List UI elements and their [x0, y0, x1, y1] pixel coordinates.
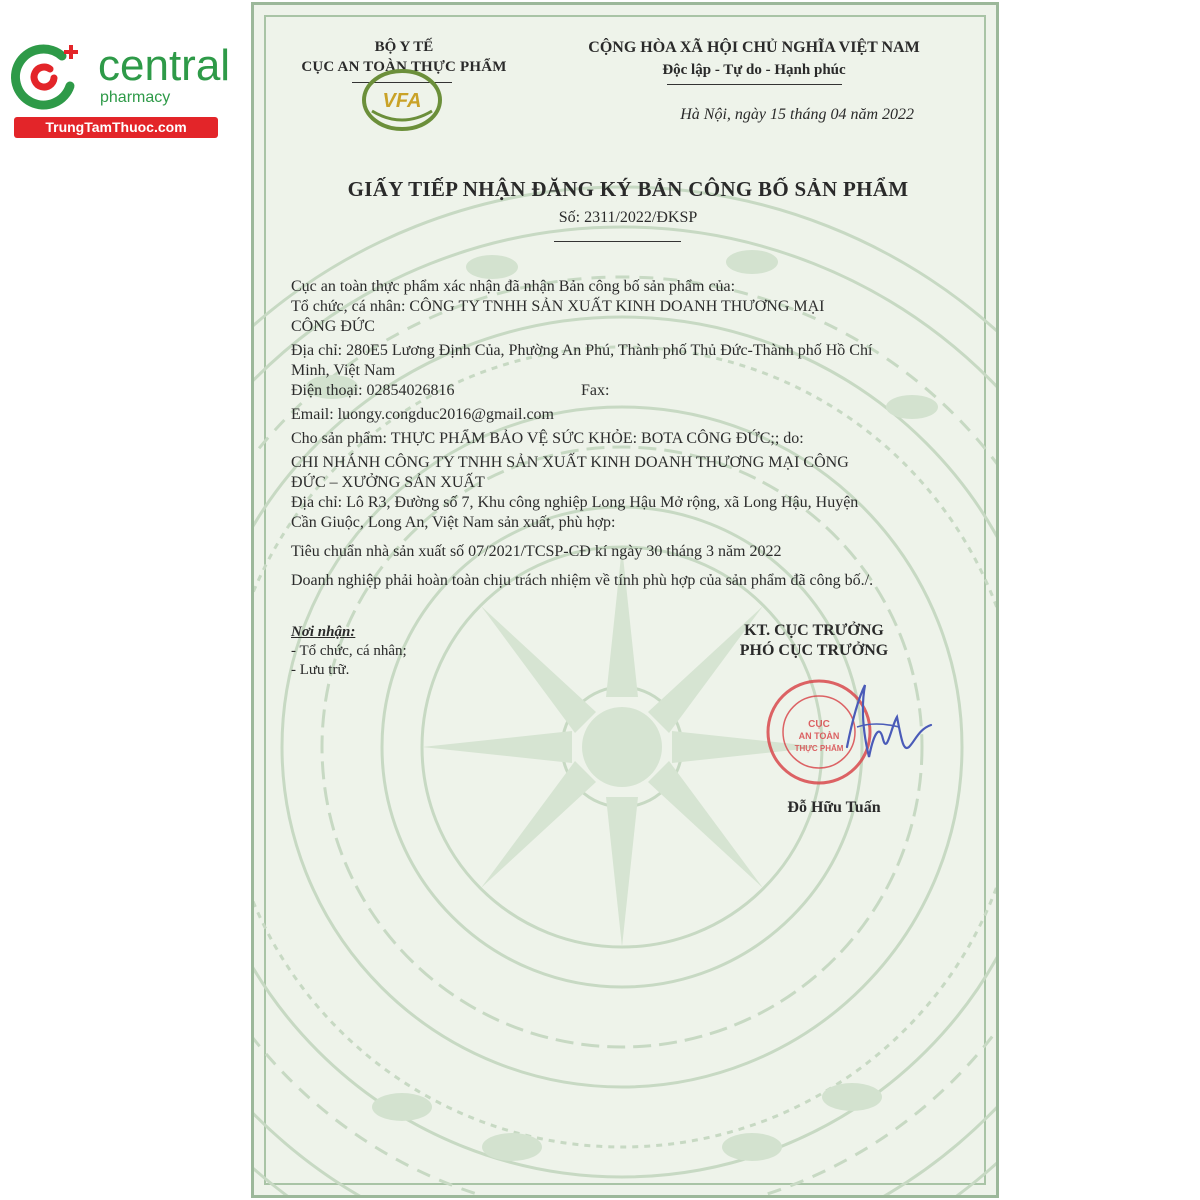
issue-date: Hà Nội, ngày 15 tháng 04 năm 2022 — [680, 106, 914, 123]
recipients-heading: Nơi nhận: — [291, 624, 356, 640]
fax-line: Fax: — [581, 382, 610, 399]
pharmacy-logo — [10, 30, 231, 140]
country-name: CỘNG HÒA XÃ HỘI CHỦ NGHĨA VIỆT NAM — [588, 39, 920, 56]
pharmacy-cross-icon — [10, 42, 82, 114]
national-motto: Độc lập - Tự do - Hạnh phúc — [662, 62, 846, 78]
recipient-item: - Lưu trữ. — [291, 662, 350, 678]
national-header — [544, 37, 964, 81]
vfa-seal-text: VFA — [382, 90, 422, 112]
organization-line-1: Tổ chức, cá nhân: CÔNG TY TNHH SẢN XUẤT KINH DOANH THƯƠNG MẠI — [291, 298, 825, 315]
recipient-item: - Tổ chức, cá nhân; — [291, 643, 407, 659]
certificate — [251, 2, 999, 1198]
manufacturer-line-1: CHI NHÁNH CÔNG TY TNHH SẢN XUẤT KINH DOANH THƯƠNG MẠI CÔNG — [291, 454, 849, 471]
svg-text:CỤC: CỤC — [808, 719, 830, 730]
manufacturer-line-2: ĐỨC – XƯỞNG SẢN XUẤT — [291, 474, 485, 491]
logo-wordmark: central — [98, 41, 231, 90]
document-content — [254, 5, 999, 1198]
logo-subtitle: pharmacy — [100, 89, 171, 106]
ministry-name: BỘ Y TẾ — [374, 39, 434, 55]
intro-line: Cục an toàn thực phẩm xác nhận đã nhận Bản công bố sản phẩm của: — [291, 278, 736, 295]
address-line-1: Địa chỉ: 280E5 Lương Định Của, Phường An Phú, Thành phố Thủ Đức-Thành phố Hồ Chí — [291, 342, 873, 359]
signer-title-1: KT. CỤC TRƯỞNG — [744, 622, 884, 639]
handwritten-signature-icon — [839, 677, 939, 772]
product-line: Cho sản phẩm: THỰC PHẨM BẢO VỆ SỨC KHỎE: BOTA CÔNG ĐỨC;; do: — [291, 430, 804, 447]
email-line: Email: luongy.congduc2016@gmail.com — [291, 406, 554, 423]
signer-title-block — [694, 621, 934, 661]
department-name: CỤC AN TOÀN THỰC PHẨM — [301, 59, 507, 75]
responsibility-line: Doanh nghiệp phải hoàn toàn chịu trách nhiệm về tính phù hợp của sản phẩm đã công bố./. — [291, 572, 874, 589]
vfa-seal-icon — [360, 67, 444, 133]
document-body — [291, 277, 981, 591]
signer-title-2: PHÓ CỤC TRƯỞNG — [739, 642, 889, 659]
signer-name: Đỗ Hữu Tuấn — [787, 799, 881, 816]
organization-line-2: CÔNG ĐỨC — [291, 318, 375, 335]
phone-line: Điện thoại: 02854026816 — [291, 382, 455, 399]
logo-url-banner: TrungTamThuoc.com — [14, 117, 218, 138]
svg-text:THỰC PHẨM: THỰC PHẨM — [794, 744, 844, 753]
manufacturer-address-line-2: Cần Giuộc, Long An, Việt Nam sản xuất, phù hợp: — [291, 514, 616, 531]
title-underline — [554, 241, 681, 242]
motto-underline — [667, 84, 842, 85]
document-title: GIẤY TIẾP NHẬN ĐĂNG KÝ BẢN CÔNG BỐ SẢN PHẨM — [347, 177, 909, 201]
manufacturer-address-line-1: Địa chỉ: Lô R3, Đường số 7, Khu công nghiệp Long Hậu Mở rộng, xã Long Hậu, Huyện — [291, 494, 859, 511]
document-number: Số: 2311/2022/ĐKSP — [558, 209, 698, 226]
svg-text:AN TOÀN: AN TOÀN — [798, 731, 840, 741]
recipients-block — [291, 623, 407, 680]
standard-line: Tiêu chuẩn nhà sản xuất số 07/2021/TCSP-CĐ kí ngày 30 tháng 3 năm 2022 — [291, 543, 782, 560]
address-line-2: Minh, Việt Nam — [291, 362, 396, 379]
